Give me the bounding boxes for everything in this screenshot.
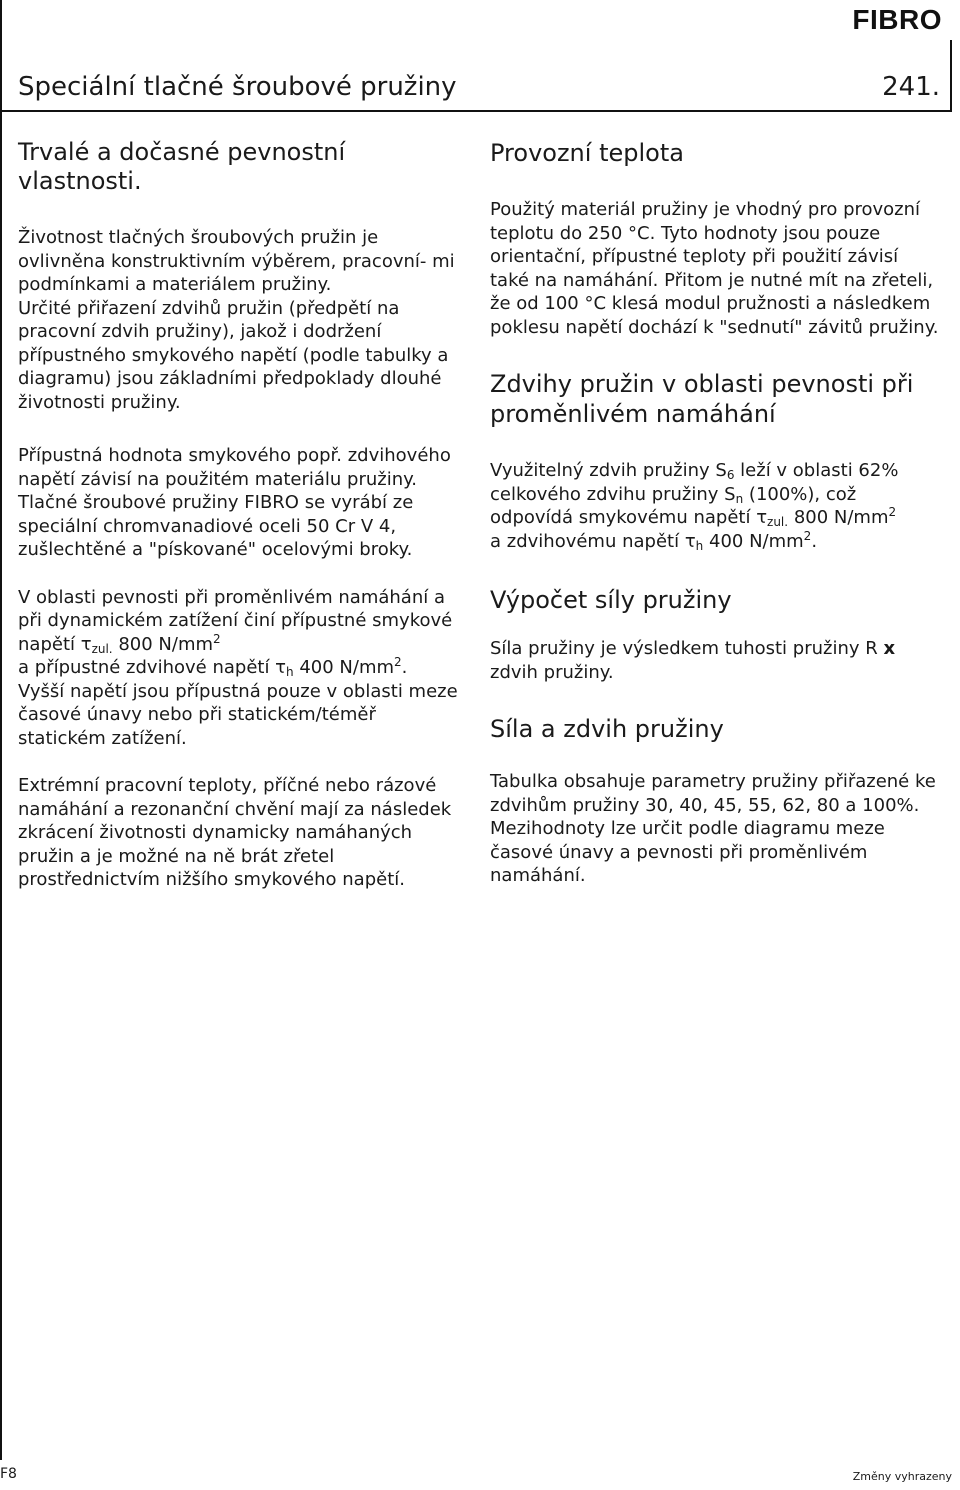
paragraph-force: Síla pružiny je výsledkem tuhosti pružiny R x zdvih pružiny. xyxy=(490,638,896,683)
heading-spring-travel: Zdvihy pružin v oblasti pevnosti při proměnlivém namáhání xyxy=(490,370,914,428)
footer-note: Změny vyhrazeny xyxy=(852,1470,952,1483)
heading-force-and-travel: Síla a zdvih pružiny xyxy=(490,715,724,743)
right-column xyxy=(490,138,940,888)
heading-operating-temperature: Provozní teplota xyxy=(490,139,684,167)
brand-logo: FIBRO xyxy=(852,4,942,35)
heading-force-calculation: Výpočet síly pružiny xyxy=(490,586,732,614)
paragraph-assignment: Určité přiřazení zdvihů pružin (předpětí na pracovní zdvih pružiny), jakož i dodržení přípustného smykového napětí (podle tabulky a diagramu) jsou základními předpoklady dlouhé životnosti pružiny. xyxy=(18,297,449,413)
paragraph-allowable-stress: V oblasti pevnosti při proměnlivém namáhání a při dynamickém zatížení činí přípustné smykové napětí $\tau_{zul.}$ 800 $N/mm^2$ a přípustné zdvihové napětí $\tau_h$ 400 $N/mm^2$. Vyšší napětí jsou přípustná pouze v oblasti meze časové únavy nebo při statickém/téměř statickém zatížení. xyxy=(18,586,458,749)
heading-strength: Trvalé a dočasné pevnostní vlastnosti. xyxy=(18,138,346,195)
left-column xyxy=(18,138,468,892)
header-rule xyxy=(0,110,952,112)
paragraph-material: Přípustná hodnota smykového popř. zdvihového napětí závisí na použitém materiálu pružiny. Tlačné šroubové pružiny FIBRO se vyrábí ze speciální chromvanadiové oceli 50 Cr V 4, zušlechtěné a "pískované" ocelovými broky. xyxy=(18,445,451,560)
frame-left-rule xyxy=(0,0,2,1460)
paragraph-temperature: Použitý materiál pružiny je vhodný pro provozní teplotu do 250 °C. Tyto hodnoty jsou pouze orientační, přípustné teploty při použití závisí také na namáhání. Přitom je nutné mít na zřeteli, že od 100 °C klesá modul pružnosti a následkem poklesu napětí dochází k "sednutí" závitů pružiny. xyxy=(490,199,939,338)
paragraph-lifetime: Životnost tlačných šroubových pružin je ovlivněna konstruktivním výběrem, pracovní- mi podmínkami a materiálem pružiny. xyxy=(18,227,455,295)
paragraph-extreme-conditions: Extrémní pracovní teploty, příčné nebo rázové namáhání a rezonanční chvění mají za následek zkrácení životnosti dynamicky namáhaných pružin a je možné na ně brát zřetel prostřednictvím nižšího smykového napětí. xyxy=(18,775,452,890)
page-title: Speciální tlačné šroubové pružiny xyxy=(18,72,457,102)
paragraph-table-info: Tabulka obsahuje parametry pružiny přiřazené ke zdvihům pružiny 30, 40, 45, 55, 62, 80 a 100%. Mezihodnoty lze určit podle diagramu meze časové únavy a pevnosti při proměnlivém namáhání. xyxy=(490,771,936,886)
page-number: 241. xyxy=(882,72,940,102)
footer-page-code: F8 xyxy=(0,1466,17,1482)
frame-right-rule xyxy=(950,40,952,110)
paragraph-usable-travel: Využitelný zdvih pružiny $S_6$ leží v oblasti 62% celkového zdvihu pružiny $S_n$ (100%), což odpovídá smykovému napětí $\tau_{zul.}$ 800 $N/mm^2$ a zdvihovému napětí $\tau_h$ 400 $N/mm^2$. xyxy=(490,460,899,553)
